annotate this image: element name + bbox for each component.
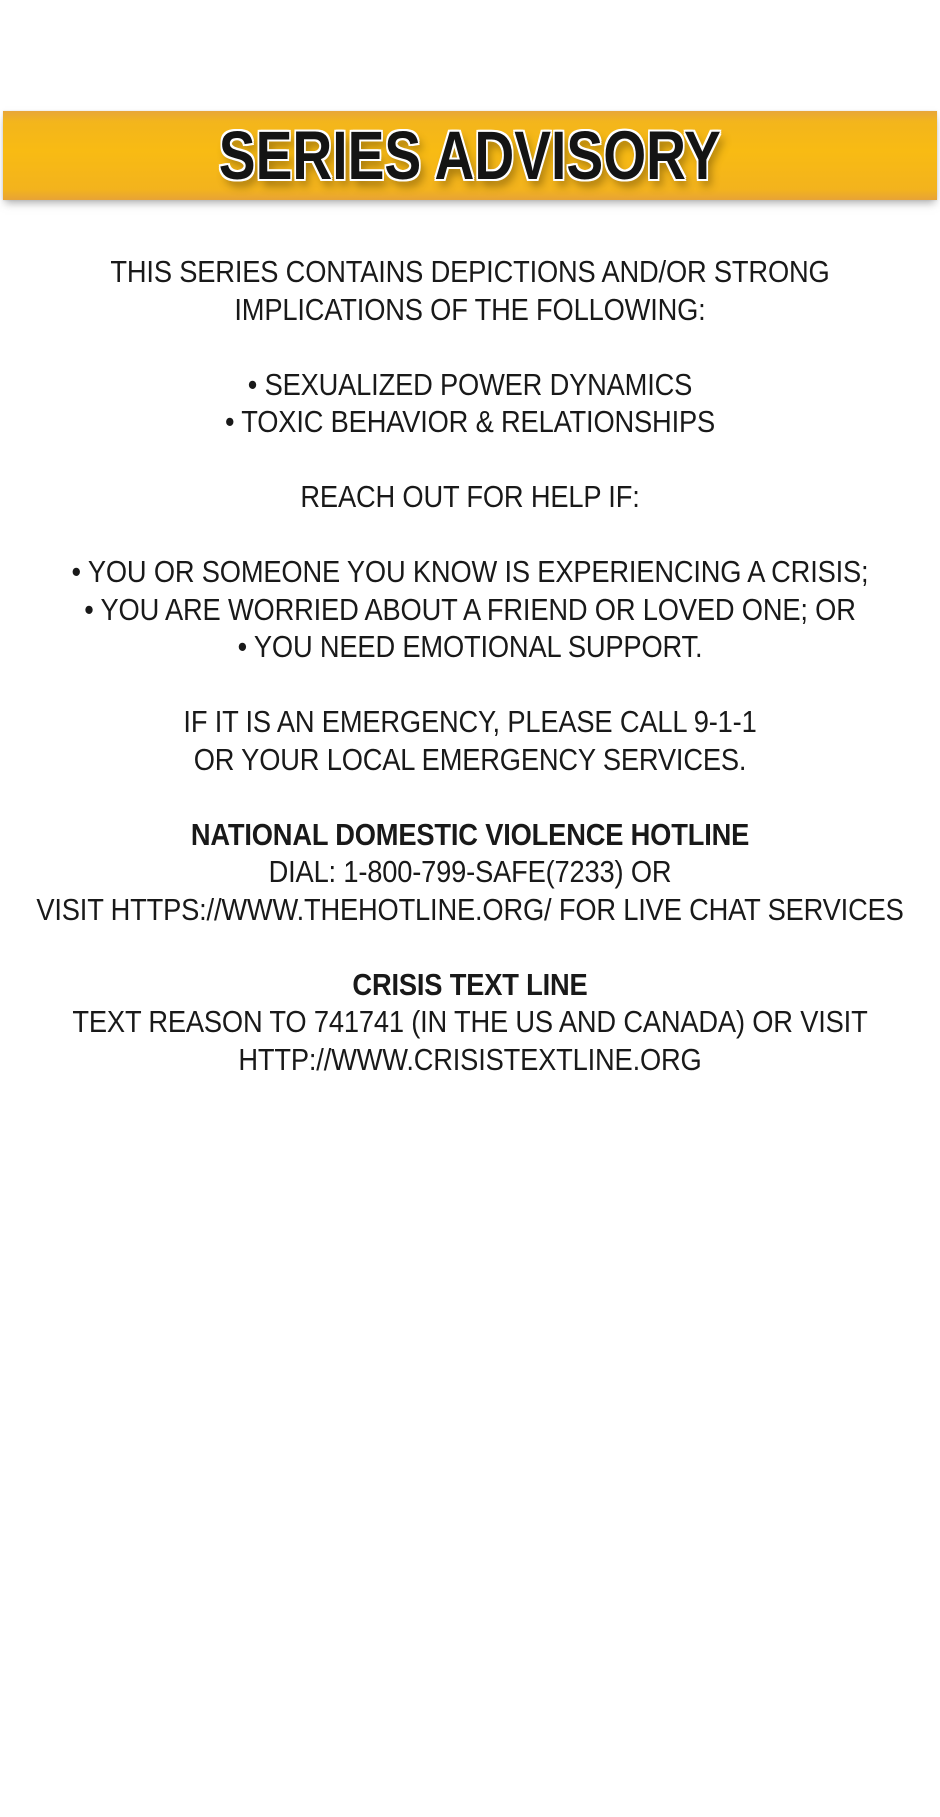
advisory-line: • YOU OR SOMEONE YOU KNOW IS EXPERIENCING A CRISIS; [71,554,869,589]
advisory-blank-line [0,928,940,966]
advisory-banner [3,111,937,200]
advisory-line: • YOU NEED EMOTIONAL SUPPORT. [237,629,703,664]
advisory-blank-line [0,666,940,704]
advisory-line: • SEXUALIZED POWER DYNAMICS [247,366,693,402]
advisory-blank-line [0,328,940,366]
advisory-line: OR YOUR LOCAL EMERGENCY SERVICES. [193,741,747,777]
advisory-line: VISIT HTTPS://WWW.THEHOTLINE.ORG/ FOR LIVE CHAT SERVICES [36,891,904,927]
advisory-blank-line [0,441,940,479]
advisory-line: • TOXIC BEHAVIOR & RELATIONSHIPS [224,404,716,439]
advisory-line: THIS SERIES CONTAINS DEPICTIONS AND/OR STRONG [110,254,830,289]
advisory-line: TEXT REASON TO 741741 (IN THE US AND CANADA) OR VISIT [72,1004,868,1039]
advisory-line: • YOU ARE WORRIED ABOUT A FRIEND OR LOVED ONE; OR [84,591,856,627]
advisory-line: HTTP://WWW.CRISISTEXTLINE.ORG [238,1041,702,1077]
advisory-line: REACH OUT FOR HELP IF: [300,479,640,514]
advisory-line: NATIONAL DOMESTIC VIOLENCE HOTLINE [190,816,750,852]
banner-title: SERIES ADVISORY [218,117,722,194]
advisory-blank-line [0,778,940,816]
advisory-line: IMPLICATIONS OF THE FOLLOWING: [234,291,706,327]
advisory-line: DIAL: 1-800-799-SAFE(7233) OR [268,854,672,889]
advisory-text-block [0,253,940,1078]
advisory-blank-line [0,516,940,554]
advisory-line: CRISIS TEXT LINE [352,966,588,1002]
advisory-line: IF IT IS AN EMERGENCY, PLEASE CALL 9-1-1 [183,704,757,739]
